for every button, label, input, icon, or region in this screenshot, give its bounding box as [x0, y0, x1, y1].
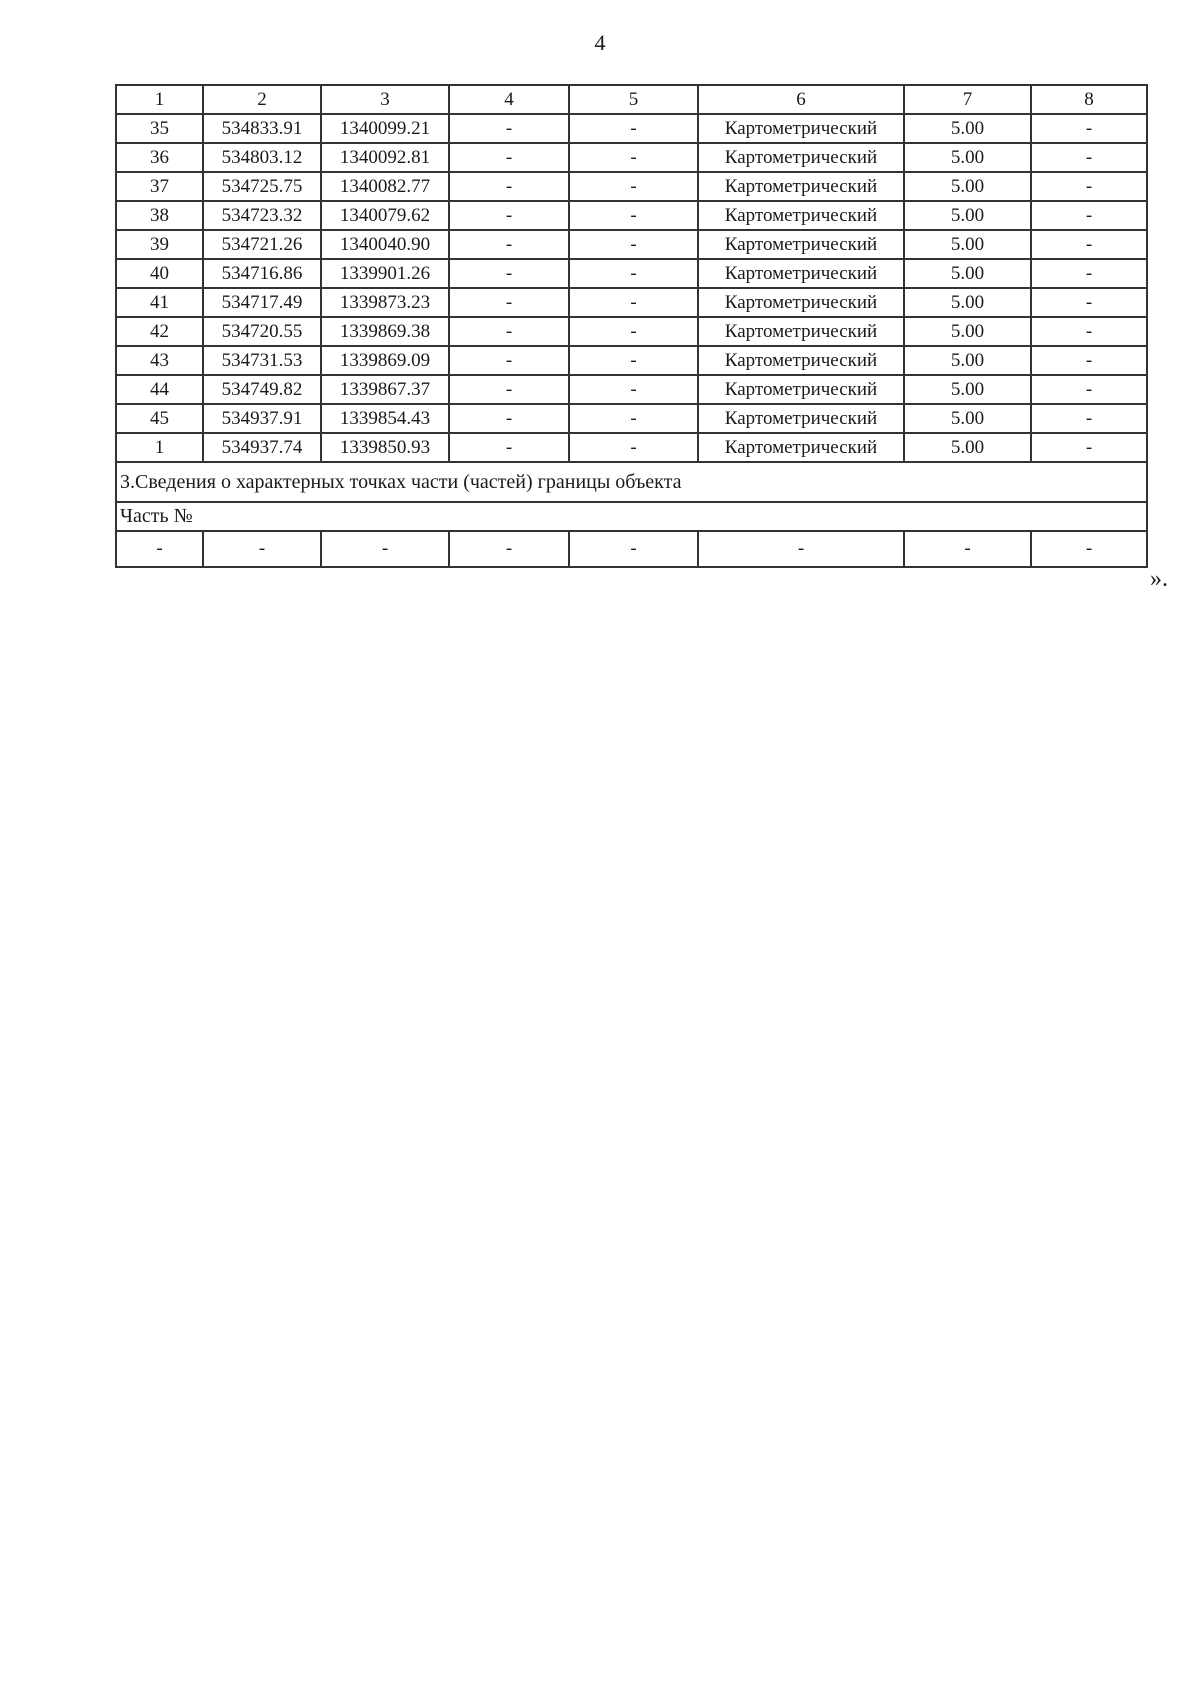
table-cell: 534723.32: [203, 201, 321, 230]
table-cell: 534937.74: [203, 433, 321, 462]
table-cell: -: [1031, 114, 1147, 143]
table-row: [116, 172, 1147, 201]
table-cell: -: [569, 172, 698, 201]
table-row: [116, 259, 1147, 288]
table-cell: Картометрический: [698, 230, 904, 259]
header-cell: 2: [203, 85, 321, 114]
table-cell: 534731.53: [203, 346, 321, 375]
table-cell: 534725.75: [203, 172, 321, 201]
part-label-row: [116, 502, 1147, 531]
table-cell: -: [449, 201, 569, 230]
table-cell: 1339869.38: [321, 317, 449, 346]
table-cell: -: [449, 259, 569, 288]
table-cell: -: [569, 114, 698, 143]
table-cell: 5.00: [904, 288, 1031, 317]
header-cell: 1: [116, 85, 203, 114]
table-cell: 1339873.23: [321, 288, 449, 317]
table-cell: 44: [116, 375, 203, 404]
table-cell: -: [321, 531, 449, 567]
table-row: [116, 230, 1147, 259]
table-cell: -: [1031, 404, 1147, 433]
table-cell: -: [449, 375, 569, 404]
table-cell: -: [569, 259, 698, 288]
table-cell: 5.00: [904, 143, 1031, 172]
table-cell: 1340092.81: [321, 143, 449, 172]
header-cell: 3: [321, 85, 449, 114]
table-cell: 1340040.90: [321, 230, 449, 259]
table-cell: Картометрический: [698, 172, 904, 201]
table-cell: -: [1031, 317, 1147, 346]
table-cell: 5.00: [904, 317, 1031, 346]
table-cell: 39: [116, 230, 203, 259]
table-cell: Картометрический: [698, 288, 904, 317]
table-cell: -: [449, 531, 569, 567]
table-cell: Картометрический: [698, 317, 904, 346]
table-cell: -: [904, 531, 1031, 567]
table-cell: -: [569, 143, 698, 172]
table-cell: 5.00: [904, 404, 1031, 433]
table-cell: Картометрический: [698, 433, 904, 462]
table-cell: 5.00: [904, 201, 1031, 230]
table-cell: -: [569, 346, 698, 375]
table-cell: 36: [116, 143, 203, 172]
table-cell: -: [449, 317, 569, 346]
table-cell: -: [449, 433, 569, 462]
table-row: [116, 375, 1147, 404]
table-cell: -: [1031, 433, 1147, 462]
table-cell: 534717.49: [203, 288, 321, 317]
closing-quote-mark: ».: [1150, 566, 1168, 592]
table-cell: 45: [116, 404, 203, 433]
table-cell: Картометрический: [698, 114, 904, 143]
page-number: 4: [594, 30, 606, 55]
table-row: [116, 143, 1147, 172]
table-row: [116, 201, 1147, 230]
table-cell: 38: [116, 201, 203, 230]
table-cell: -: [569, 288, 698, 317]
table-cell: Картометрический: [698, 143, 904, 172]
header-row: [116, 85, 1147, 114]
table-cell: -: [698, 531, 904, 567]
table-row: [116, 433, 1147, 462]
table-cell: 1339869.09: [321, 346, 449, 375]
table-cell: -: [449, 172, 569, 201]
table-cell: -: [449, 404, 569, 433]
table-cell: 1339901.26: [321, 259, 449, 288]
section-title-row: [116, 462, 1147, 502]
coordinates-table-container: [115, 84, 1146, 568]
table-cell: 1339867.37: [321, 375, 449, 404]
table-cell: 5.00: [904, 114, 1031, 143]
coordinates-table: [115, 84, 1148, 568]
table-cell: -: [449, 346, 569, 375]
table-cell: -: [1031, 346, 1147, 375]
table-cell: 1: [116, 433, 203, 462]
table-cell: 5.00: [904, 375, 1031, 404]
table-cell: -: [1031, 531, 1147, 567]
table-cell: -: [569, 230, 698, 259]
table-cell: -: [569, 201, 698, 230]
table-row: [116, 317, 1147, 346]
header-cell: 8: [1031, 85, 1147, 114]
table-cell: 40: [116, 259, 203, 288]
table-cell: Картометрический: [698, 346, 904, 375]
table-cell: 534721.26: [203, 230, 321, 259]
table-cell: 1340099.21: [321, 114, 449, 143]
table-cell: -: [449, 114, 569, 143]
table-cell: Картометрический: [698, 375, 904, 404]
table-cell: 43: [116, 346, 203, 375]
table-cell: Картометрический: [698, 259, 904, 288]
table-cell: 5.00: [904, 172, 1031, 201]
table-cell: 37: [116, 172, 203, 201]
table-cell: 1340079.62: [321, 201, 449, 230]
table-cell: -: [569, 433, 698, 462]
table-row: [116, 288, 1147, 317]
table-cell: -: [203, 531, 321, 567]
table-cell: -: [116, 531, 203, 567]
table-cell: 534833.91: [203, 114, 321, 143]
table-cell: -: [449, 288, 569, 317]
table-cell: -: [1031, 143, 1147, 172]
header-cell: 4: [449, 85, 569, 114]
header-cell: 5: [569, 85, 698, 114]
coordinates-table-body: [116, 85, 1147, 567]
section-title: 3.Сведения о характерных точках части (частей) границы объекта: [116, 462, 1147, 502]
empty-part-row: [116, 531, 1147, 567]
table-cell: 534749.82: [203, 375, 321, 404]
table-cell: -: [1031, 201, 1147, 230]
table-cell: 41: [116, 288, 203, 317]
table-row: [116, 114, 1147, 143]
table-cell: 1339850.93: [321, 433, 449, 462]
table-cell: 42: [116, 317, 203, 346]
table-cell: -: [449, 230, 569, 259]
table-cell: 534720.55: [203, 317, 321, 346]
table-cell: 534803.12: [203, 143, 321, 172]
table-cell: -: [1031, 375, 1147, 404]
table-cell: -: [1031, 288, 1147, 317]
part-label: Часть №: [116, 502, 1147, 531]
table-cell: 5.00: [904, 230, 1031, 259]
table-cell: -: [569, 317, 698, 346]
table-cell: -: [569, 531, 698, 567]
table-cell: 534937.91: [203, 404, 321, 433]
header-cell: 6: [698, 85, 904, 114]
table-cell: Картометрический: [698, 404, 904, 433]
table-row: [116, 346, 1147, 375]
table-cell: -: [1031, 172, 1147, 201]
table-cell: -: [1031, 230, 1147, 259]
table-cell: -: [569, 375, 698, 404]
table-cell: 1340082.77: [321, 172, 449, 201]
table-cell: 5.00: [904, 433, 1031, 462]
table-cell: Картометрический: [698, 201, 904, 230]
table-cell: -: [449, 143, 569, 172]
header-cell: 7: [904, 85, 1031, 114]
table-cell: 5.00: [904, 259, 1031, 288]
table-cell: -: [1031, 259, 1147, 288]
table-cell: -: [569, 404, 698, 433]
table-cell: 534716.86: [203, 259, 321, 288]
table-cell: 35: [116, 114, 203, 143]
table-cell: 5.00: [904, 346, 1031, 375]
table-cell: 1339854.43: [321, 404, 449, 433]
table-row: [116, 404, 1147, 433]
